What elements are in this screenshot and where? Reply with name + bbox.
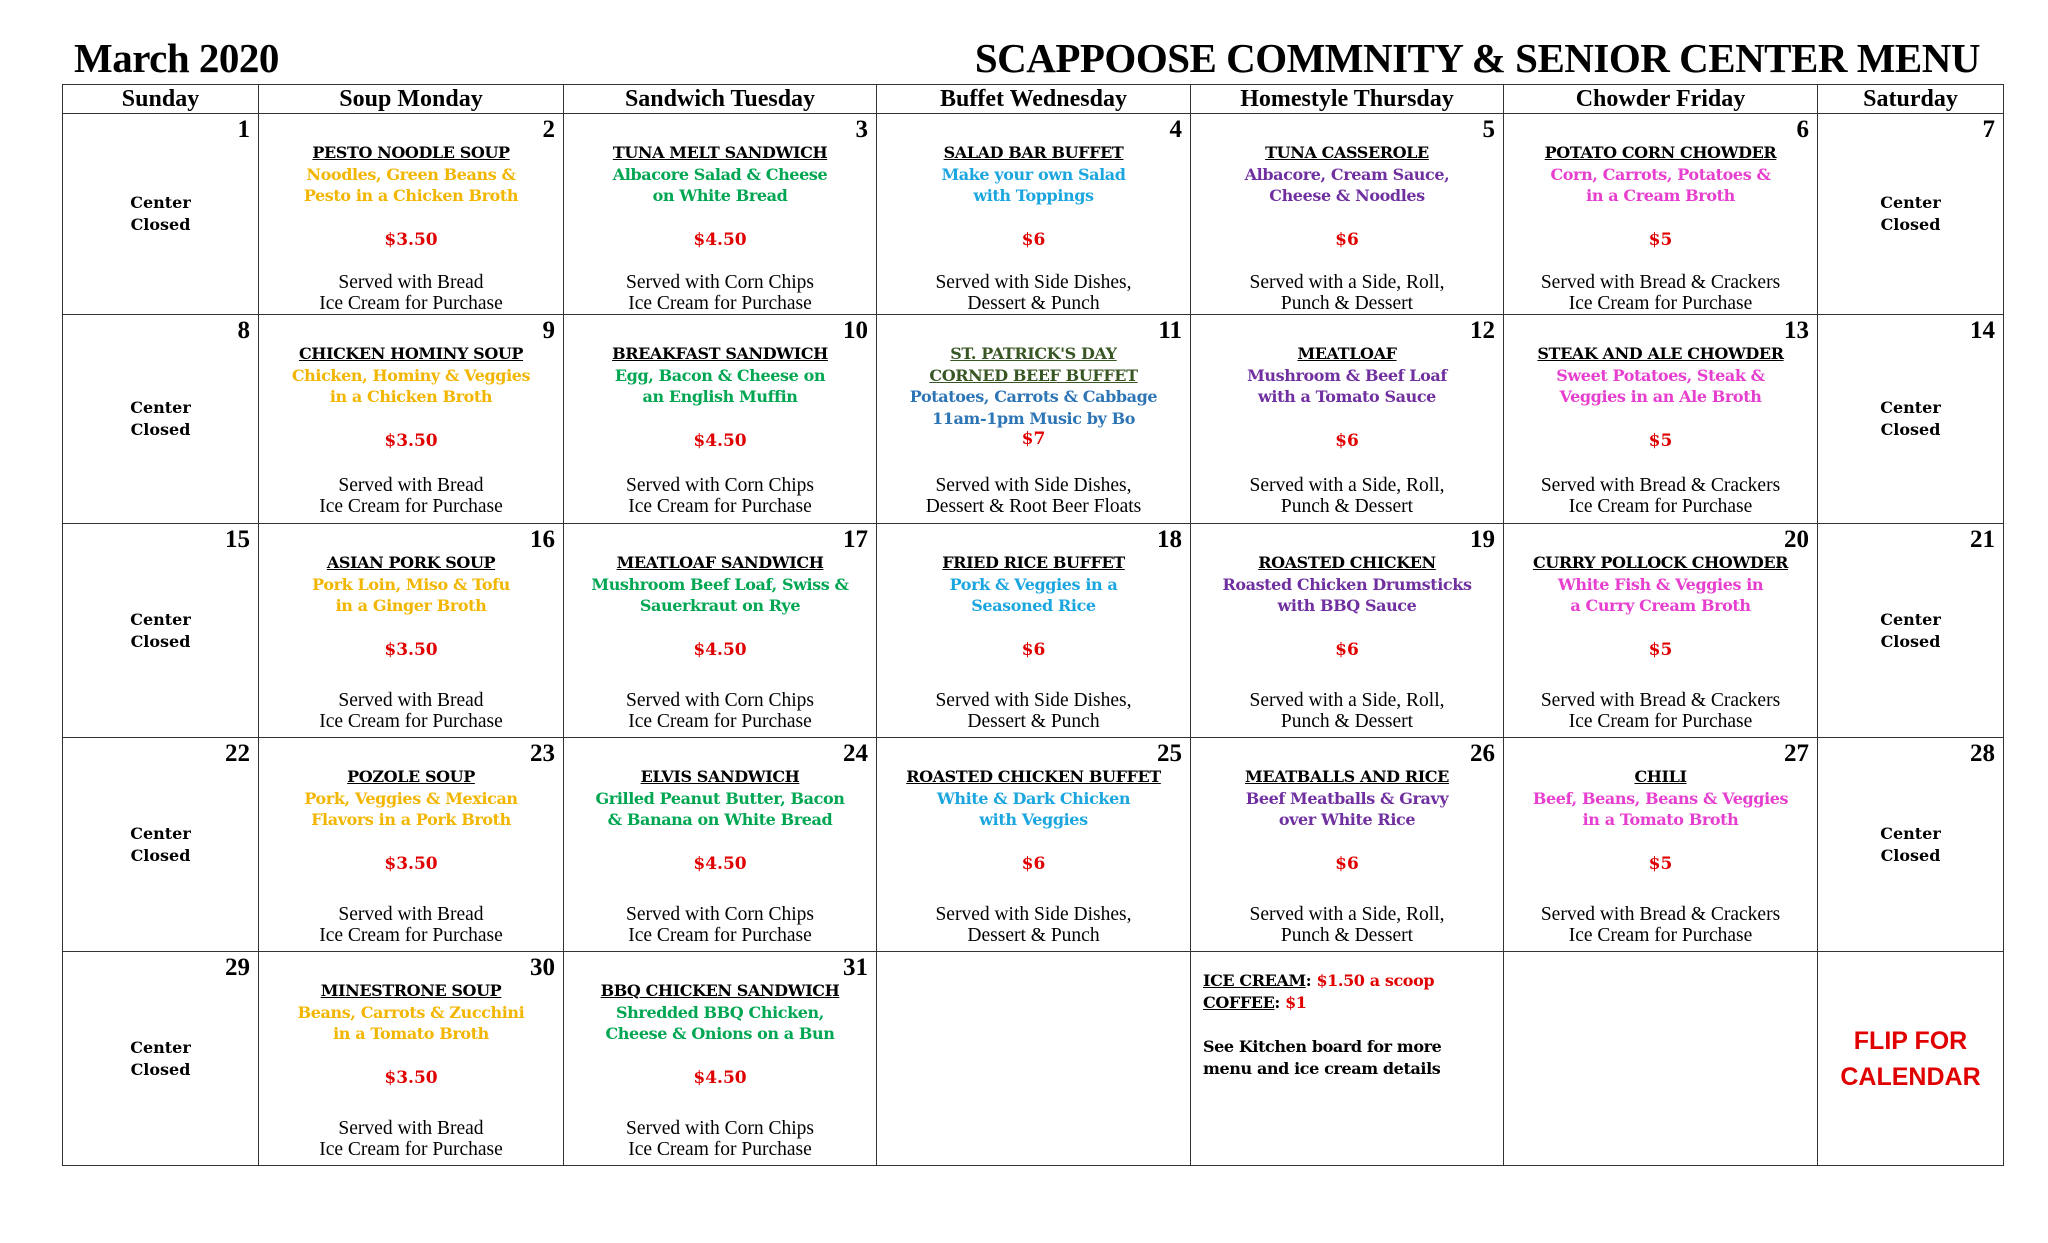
menu-item (259, 343, 563, 408)
served-line: Ice Cream for Purchase (319, 1139, 503, 1160)
menu-item-price: $6 (1021, 854, 1046, 874)
day-cell (564, 952, 877, 1166)
day-cell (259, 524, 564, 738)
day-cell (1504, 952, 1818, 1166)
menu-item-title: MINESTRONE SOUP (320, 981, 502, 1000)
served-with (1191, 904, 1503, 946)
menu-item-price: $4.50 (693, 854, 747, 874)
menu-item-description: Pork Loin, Miso & Tofu (312, 574, 510, 594)
menu-item-description: in a Tomato Broth (333, 1024, 489, 1043)
menu-item (1191, 142, 1503, 207)
day-cell (259, 315, 564, 524)
day-cell (877, 738, 1191, 952)
menu-item-description: Cheese & Noodles (1269, 186, 1425, 205)
day-cell (564, 315, 877, 524)
menu-item-title: POTATO CORN CHOWDER (1544, 143, 1777, 162)
week-row (63, 114, 2004, 315)
served-line: Ice Cream for Purchase (319, 925, 503, 946)
menu-item-description: a Curry Cream Broth (1570, 596, 1751, 615)
day-number: 25 (1157, 740, 1182, 767)
day-cell (259, 738, 564, 952)
weekday-header-2: Sandwich Tuesday (564, 85, 877, 114)
week-row (63, 738, 2004, 952)
day-number: 26 (1470, 740, 1495, 767)
served-line: Punch & Dessert (1280, 711, 1414, 732)
weekday-header-4: Homestyle Thursday (1191, 85, 1504, 114)
day-cell (1191, 952, 1504, 1166)
served-with (877, 690, 1190, 732)
menu-item-price: $6 (1021, 640, 1046, 660)
served-with (564, 904, 876, 946)
menu-item-description: Roasted Chicken Drumsticks (1222, 574, 1472, 594)
weekday-header-1: Soup Monday (259, 85, 564, 114)
menu-item-price: $5 (1648, 640, 1673, 660)
closed-line: Center (130, 823, 191, 843)
day-cell (564, 738, 877, 952)
day-cell (1191, 114, 1504, 315)
served-line: Served with Corn Chips (626, 690, 814, 711)
menu-item (877, 552, 1190, 617)
served-line: Dessert & Punch (967, 293, 1100, 314)
day-cell (1818, 952, 2004, 1166)
menu-item-title: BREAKFAST SANDWICH (612, 344, 828, 363)
day-cell (877, 524, 1191, 738)
center-closed-label (1818, 609, 2003, 653)
served-line: Served with Bread (338, 475, 484, 496)
menu-item-price: $6 (1335, 230, 1359, 250)
served-line: Served with a Side, Roll, (1249, 904, 1445, 925)
menu-item-description: Beans, Carrots & Zucchini (297, 1002, 525, 1022)
served-with (1504, 904, 1817, 946)
day-cell (877, 315, 1191, 524)
served-line: Served with Side Dishes, (935, 904, 1132, 925)
day-number: 3 (855, 116, 868, 143)
menu-item (564, 766, 876, 831)
served-with (564, 690, 876, 732)
center-closed-label (63, 1037, 258, 1081)
day-number: 14 (1970, 317, 1995, 344)
served-line: Ice Cream for Purchase (1568, 496, 1753, 517)
day-number: 10 (843, 317, 868, 344)
served-line: Served with Bread (338, 904, 484, 925)
served-with (259, 272, 563, 314)
closed-line: Closed (1880, 631, 1941, 651)
day-number: 20 (1784, 526, 1809, 553)
menu-item-title: ASIAN PORK SOUP (326, 553, 496, 572)
menu-item-price: $4.50 (693, 431, 747, 451)
served-line: Served with Corn Chips (626, 475, 814, 496)
kitchen-note (1203, 1036, 1441, 1080)
menu-item (259, 552, 563, 617)
center-closed-label (1818, 397, 2003, 441)
closed-line: Center (130, 609, 191, 629)
served-line: Served with Bread & Crackers (1540, 690, 1781, 711)
menu-item-description: White & Dark Chicken (936, 788, 1131, 808)
served-with (877, 904, 1190, 946)
menu-item-title: STEAK AND ALE CHOWDER (1537, 344, 1784, 363)
day-cell (63, 114, 259, 315)
served-with (877, 272, 1190, 314)
menu-item-description: Beef Meatballs & Gravy (1245, 788, 1449, 808)
flip-for-calendar (1818, 1023, 2003, 1095)
day-cell (1191, 315, 1504, 524)
menu-item-title: MEATLOAF SANDWICH (616, 553, 824, 572)
day-number: 6 (1796, 116, 1809, 143)
menu-item (564, 980, 876, 1045)
served-line: Served with Corn Chips (626, 1118, 814, 1139)
menu-item (259, 766, 563, 831)
menu-item-price: $5 (1648, 230, 1673, 250)
served-line: Ice Cream for Purchase (628, 1139, 812, 1160)
closed-line: Closed (1880, 845, 1941, 865)
menu-item-description: over White Rice (1278, 810, 1416, 829)
menu-item (1504, 343, 1817, 408)
menu-item-description: Flavors in a Pork Broth (311, 810, 511, 829)
day-cell (1504, 738, 1818, 952)
served-with (1191, 475, 1503, 517)
center-closed-label (63, 823, 258, 867)
kitchen-line: See Kitchen board for more (1203, 1037, 1442, 1056)
menu-item-description: Potatoes, Carrots & Cabbage (909, 387, 1158, 406)
coffee-label: COFFEE (1203, 993, 1275, 1012)
day-number: 28 (1970, 740, 1995, 767)
served-line: Ice Cream for Purchase (1568, 711, 1753, 732)
month-title: March 2020 (74, 35, 279, 81)
day-number: 7 (1982, 116, 1995, 143)
menu-item (259, 980, 563, 1045)
day-number: 13 (1784, 317, 1809, 344)
kitchen-line: menu and ice cream details (1203, 1059, 1441, 1078)
closed-line: Closed (1880, 420, 1941, 439)
menu-item (1191, 343, 1503, 408)
day-number: 29 (225, 954, 250, 981)
served-line: Ice Cream for Purchase (319, 293, 503, 314)
menu-item-price: $6 (1335, 431, 1359, 451)
menu-item-title: CHILI (1634, 767, 1687, 786)
day-cell (63, 952, 259, 1166)
menu-item-description: & Banana on White Bread (607, 810, 833, 829)
day-number: 27 (1784, 740, 1809, 767)
flip-line: FLIP FOR (1853, 1026, 1968, 1055)
served-line: Punch & Dessert (1280, 925, 1414, 946)
menu-item-description: on White Bread (652, 186, 788, 205)
weekday-header-5: Chowder Friday (1504, 85, 1818, 114)
day-cell (877, 114, 1191, 315)
served-line: Punch & Dessert (1280, 293, 1414, 314)
served-line: Dessert & Punch (967, 925, 1100, 946)
day-cell (564, 114, 877, 315)
menu-item (1191, 766, 1503, 831)
day-number: 8 (237, 317, 250, 344)
menu-item-description: Pesto in a Chicken Broth (303, 186, 519, 205)
served-line: Dessert & Root Beer Floats (925, 496, 1142, 517)
served-line: Served with Side Dishes, (935, 272, 1132, 293)
menu-item-title: ST. PATRICK'S DAY (950, 344, 1117, 363)
menu-item-description: Sauerkraut on Rye (639, 596, 801, 615)
day-cell (63, 738, 259, 952)
served-line: Served with Bread & Crackers (1540, 904, 1781, 925)
menu-item-title: ELVIS SANDWICH (640, 767, 800, 786)
served-line: Served with Corn Chips (626, 904, 814, 925)
menu-item-description: Mushroom & Beef Loaf (1247, 365, 1447, 385)
menu-item-description: Grilled Peanut Butter, Bacon (595, 788, 845, 808)
menu-item-description: Noodles, Green Beans & (306, 164, 516, 184)
served-line: Punch & Dessert (1280, 496, 1414, 517)
day-cell (259, 114, 564, 315)
menu-item (877, 766, 1190, 831)
menu-item-title: SALAD BAR BUFFET (943, 143, 1124, 162)
served-with (1504, 272, 1817, 314)
center-closed-label (1818, 823, 2003, 867)
served-with (564, 272, 876, 314)
menu-item-title: ROASTED CHICKEN BUFFET (906, 767, 1161, 786)
served-line: Ice Cream for Purchase (628, 293, 812, 314)
day-number: 24 (843, 740, 868, 767)
menu-item-description: in a Ginger Broth (335, 596, 487, 615)
menu-item-description: Pork & Veggies in a (949, 574, 1118, 594)
day-number: 4 (1169, 116, 1182, 143)
served-with (1191, 272, 1503, 314)
day-number: 30 (530, 954, 555, 981)
closed-line: Center (1880, 823, 1941, 843)
menu-item-description: Albacore Salad & Cheese (612, 164, 828, 184)
menu-item (1504, 766, 1817, 831)
served-with (1504, 475, 1817, 517)
weekday-header-3: Buffet Wednesday (877, 85, 1191, 114)
menu-item-description: Cheese & Onions on a Bun (605, 1024, 835, 1043)
served-line: Served with Side Dishes, (935, 690, 1132, 711)
menu-item-title: TUNA CASSEROLE (1265, 143, 1429, 162)
served-line: Served with a Side, Roll, (1249, 272, 1445, 293)
served-with (259, 690, 563, 732)
menu-item (877, 142, 1190, 207)
ice-cream-line: ICE CREAM: $1.50 a scoop (1203, 971, 1435, 990)
day-number: 12 (1470, 317, 1495, 344)
day-number: 1 (237, 116, 250, 143)
day-cell (1191, 524, 1504, 738)
menu-item (564, 552, 876, 617)
served-with (564, 1118, 876, 1160)
day-number: 16 (530, 526, 555, 553)
day-cell (1191, 738, 1504, 952)
menu-item-description: Albacore, Cream Sauce, (1244, 164, 1450, 184)
menu-item-description: Corn, Carrots, Potatoes & (1550, 164, 1771, 184)
menu-item (259, 142, 563, 207)
menu-item-title: CURRY POLLOCK CHOWDER (1532, 553, 1789, 572)
center-closed-label (63, 192, 258, 236)
day-cell (1818, 738, 2004, 952)
served-line: Served with Bread (338, 1118, 484, 1139)
served-line: Ice Cream for Purchase (628, 496, 812, 517)
day-number: 18 (1157, 526, 1182, 553)
closed-line: Center (1880, 609, 1941, 629)
served-line: Served with Bread & Crackers (1540, 475, 1781, 496)
menu-item-description: in a Chicken Broth (329, 387, 493, 406)
served-line: Served with Side Dishes, (935, 475, 1132, 496)
menu-item-price: $3.50 (384, 230, 438, 250)
served-with (259, 904, 563, 946)
menu-item-description: in a Tomato Broth (1582, 810, 1739, 829)
closed-line: Center (1880, 193, 1941, 212)
closed-line: Center (130, 193, 191, 212)
ice-cream-label: ICE CREAM (1203, 971, 1306, 990)
menu-item (564, 142, 876, 207)
day-cell (1504, 114, 1818, 315)
menu-item-title: FRIED RICE BUFFET (942, 553, 1125, 572)
served-line: Served with Bread (338, 690, 484, 711)
menu-item-description: an English Muffin (642, 387, 798, 406)
day-number: 17 (843, 526, 868, 553)
closed-line: Closed (130, 420, 191, 439)
served-with (877, 475, 1190, 517)
week-row (63, 315, 2004, 524)
closed-line: Closed (130, 631, 191, 651)
served-with (564, 475, 876, 517)
menu-item-price: $4.50 (693, 640, 747, 660)
menu-item-price: $3.50 (384, 854, 438, 874)
closed-line: Closed (130, 845, 191, 865)
day-number: 9 (542, 317, 555, 344)
day-number: 19 (1470, 526, 1495, 553)
menu-item-description: White Fish & Veggies in (1557, 574, 1764, 594)
menu-item-description: 11am-1pm Music by Bo (931, 408, 1136, 428)
served-with (1191, 690, 1503, 732)
center-closed-label (63, 609, 258, 653)
menu-item (564, 343, 876, 408)
menu-item-title: PESTO NOODLE SOUP (312, 143, 510, 162)
menu-item-price: $4.50 (693, 1068, 747, 1088)
served-with (1504, 690, 1817, 732)
menu-item-price: $7 (1021, 429, 1046, 449)
menu-item-price: $5 (1648, 431, 1673, 451)
menu-item-title: CORNED BEEF BUFFET (929, 365, 1138, 385)
served-line: Served with Bread (338, 272, 484, 293)
menu-item-title: MEATBALLS AND RICE (1245, 767, 1449, 786)
menu-item (1191, 552, 1503, 617)
menu-item (877, 343, 1190, 429)
menu-item (1504, 142, 1817, 207)
menu-item-description: Mushroom Beef Loaf, Swiss & (591, 574, 849, 594)
price-note (1203, 970, 1441, 1080)
closed-line: Closed (130, 1059, 191, 1079)
closed-line: Closed (1880, 215, 1941, 234)
served-line: Served with Bread & Crackers (1540, 272, 1781, 293)
day-number: 23 (530, 740, 555, 767)
day-number: 2 (542, 116, 555, 143)
menu-item (1504, 552, 1817, 617)
menu-item-title: POZOLE SOUP (347, 767, 475, 786)
menu-item-price: $4.50 (693, 230, 747, 250)
menu-item-description: Veggies in an Ale Broth (1559, 387, 1762, 406)
closed-line: Center (130, 1037, 191, 1057)
menu-item-description: with a Tomato Sauce (1258, 387, 1436, 406)
day-cell (1818, 114, 2004, 315)
day-number: 15 (225, 526, 250, 553)
menu-item-description: Chicken, Hominy & Veggies (291, 365, 531, 385)
day-number: 5 (1482, 116, 1495, 143)
coffee-price: $1 (1285, 993, 1307, 1012)
menu-item-description: with Toppings (973, 186, 1094, 205)
closed-line: Closed (130, 215, 191, 234)
day-cell (1504, 315, 1818, 524)
ice-cream-price: $1.50 a scoop (1316, 971, 1435, 990)
day-number: 21 (1970, 526, 1995, 553)
served-line: Ice Cream for Purchase (1568, 925, 1753, 946)
day-cell (63, 315, 259, 524)
day-cell (877, 952, 1191, 1166)
menu-item-description: with BBQ Sauce (1277, 596, 1417, 615)
menu-item-price: $6 (1335, 854, 1359, 874)
day-number: 31 (843, 954, 868, 981)
menu-item-title: TUNA MELT SANDWICH (612, 143, 828, 162)
menu-item-price: $3.50 (384, 431, 438, 451)
menu-item-title: CHICKEN HOMINY SOUP (298, 344, 524, 363)
menu-item-title: BBQ CHICKEN SANDWICH (600, 981, 840, 1000)
served-line: Served with Corn Chips (626, 272, 814, 293)
menu-calendar (62, 84, 2004, 1166)
menu-item-description: Beef, Beans, Beans & Veggies (1532, 788, 1789, 808)
served-line: Ice Cream for Purchase (628, 925, 812, 946)
closed-line: Center (1880, 398, 1941, 417)
menu-item-description: Egg, Bacon & Cheese on (614, 365, 826, 385)
weekday-header-6: Saturday (1818, 85, 2004, 114)
served-line: Ice Cream for Purchase (628, 711, 812, 732)
served-with (259, 1118, 563, 1160)
week-row (63, 524, 2004, 738)
weekday-header-0: Sunday (63, 85, 259, 114)
menu-item-price: $6 (1335, 640, 1359, 660)
menu-item-description: Seasoned Rice (971, 596, 1096, 615)
day-cell (1504, 524, 1818, 738)
center-closed-label (63, 397, 258, 441)
week-row (63, 952, 2004, 1166)
center-closed-label (1818, 192, 2003, 236)
menu-item-title: MEATLOAF (1297, 344, 1397, 363)
served-line: Ice Cream for Purchase (319, 711, 503, 732)
menu-item-description: in a Cream Broth (1586, 186, 1735, 205)
day-number: 11 (1158, 317, 1182, 344)
menu-item-price: $3.50 (384, 640, 438, 660)
day-cell (1818, 315, 2004, 524)
weekday-header-row (63, 85, 2004, 114)
day-number: 22 (225, 740, 250, 767)
flip-line: CALENDAR (1840, 1062, 1981, 1091)
menu-title: SCAPPOOSE COMMNITY & SENIOR CENTER MENU (974, 35, 1980, 81)
menu-item-description: Sweet Potatoes, Steak & (1556, 365, 1765, 385)
day-cell (1818, 524, 2004, 738)
menu-item-description: with Veggies (979, 810, 1088, 829)
menu-item-title: ROASTED CHICKEN (1258, 553, 1436, 572)
served-line: Served with a Side, Roll, (1249, 475, 1445, 496)
menu-item-description: Make your own Salad (941, 164, 1126, 184)
menu-item-price: $5 (1648, 854, 1673, 874)
served-line: Served with a Side, Roll, (1249, 690, 1445, 711)
day-cell (259, 952, 564, 1166)
served-with (259, 475, 563, 517)
menu-item-price: $3.50 (384, 1068, 438, 1088)
served-line: Dessert & Punch (967, 711, 1100, 732)
menu-item-description: Pork, Veggies & Mexican (304, 788, 518, 808)
menu-item-description: Shredded BBQ Chicken, (616, 1002, 824, 1022)
served-line: Ice Cream for Purchase (1568, 293, 1753, 314)
coffee-line: COFFEE: $1 (1203, 993, 1307, 1012)
closed-line: Center (130, 398, 191, 417)
day-cell (564, 524, 877, 738)
day-cell (63, 524, 259, 738)
served-line: Ice Cream for Purchase (319, 496, 503, 517)
menu-item-price: $6 (1021, 230, 1046, 250)
